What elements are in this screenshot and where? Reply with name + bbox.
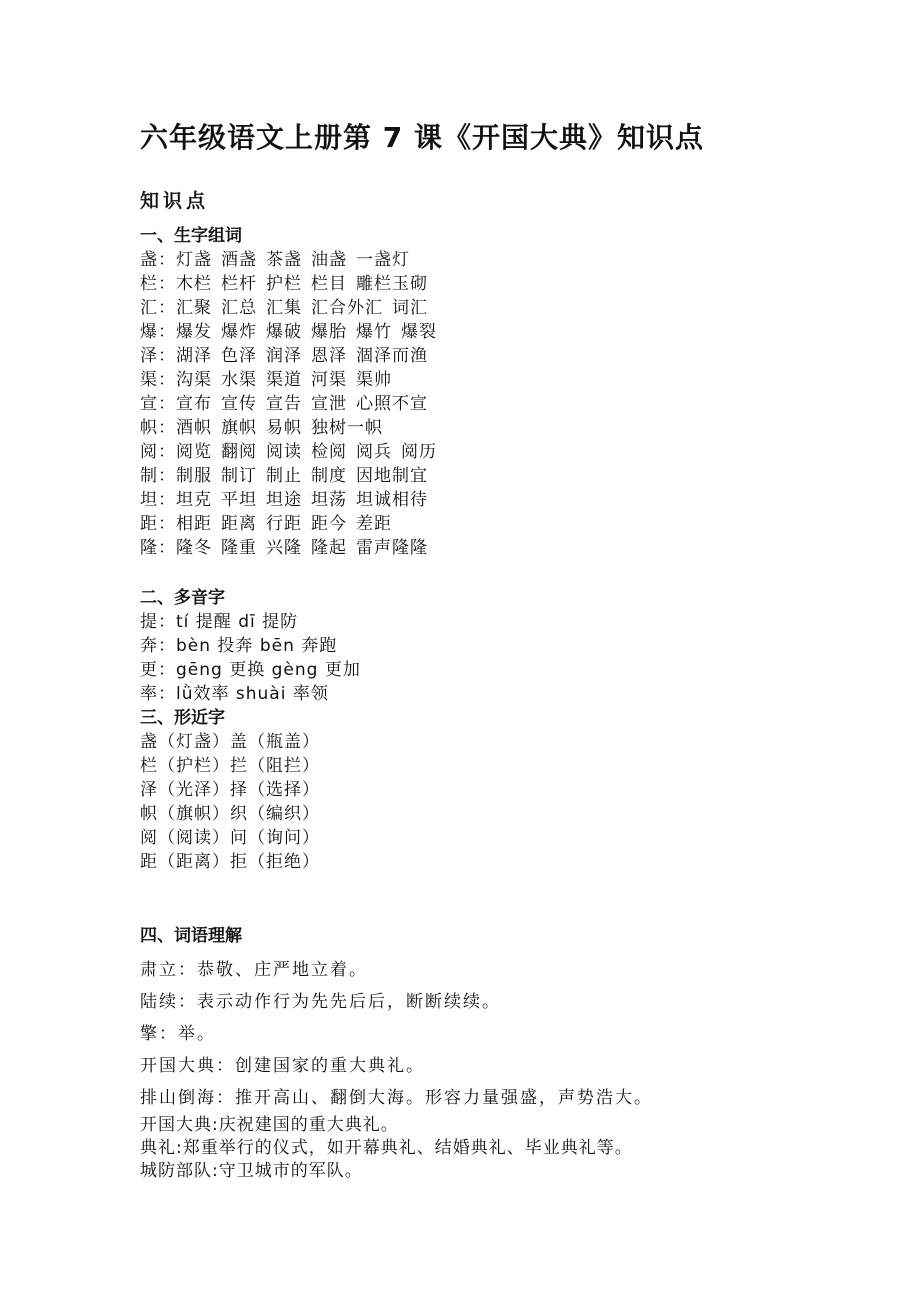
list-item: 栏（护栏）拦（阻拦） — [140, 756, 320, 776]
list-item: 泽（光泽）择（选择） — [140, 780, 320, 800]
vocabulary-word: 雷声隆隆 — [356, 538, 428, 558]
vocabulary-char: 距 — [140, 514, 158, 534]
section-polyphones — [140, 586, 361, 706]
vocabulary-word: 爆破 — [266, 322, 302, 342]
vocabulary-word: 相距 — [176, 514, 212, 534]
vocabulary-word: 隆重 — [221, 538, 257, 558]
vocabulary-word: 平坦 — [221, 490, 257, 510]
definition-item: 排山倒海：推开高山、翻倒大海。形容力量强盛，声势浩大。 — [140, 1088, 653, 1108]
vocabulary-word: 制止 — [266, 466, 302, 486]
vocabulary-word: 坦克 — [176, 490, 212, 510]
similar-chars-list — [140, 730, 320, 874]
vocabulary-word: 行距 — [266, 514, 302, 534]
vocabulary-row — [140, 320, 446, 344]
vocabulary-char: 帜 — [140, 418, 158, 438]
vocabulary-char: 坦 — [140, 490, 158, 510]
vocabulary-word: 坦诚相待 — [356, 490, 428, 510]
colon-separator: ： — [158, 490, 176, 510]
vocabulary-char: 泽 — [140, 346, 158, 366]
section-vocabulary — [140, 224, 446, 560]
vocabulary-word: 一盏灯 — [356, 250, 410, 270]
vocabulary-list — [140, 248, 446, 560]
definition-item: 开国大典：创建国家的重大典礼。 — [140, 1056, 425, 1076]
vocabulary-row — [140, 512, 446, 536]
section-heading-word-meanings: 四、词语理解 — [140, 926, 242, 946]
colon-separator: ： — [158, 370, 176, 390]
vocabulary-word: 爆炸 — [221, 322, 257, 342]
page-title: 六年级语文上册第 7 课《开国大典》知识点 — [140, 121, 704, 154]
vocabulary-word: 独树一帜 — [311, 418, 383, 438]
vocabulary-word: 爆竹 — [356, 322, 392, 342]
vocabulary-word: 距离 — [221, 514, 257, 534]
vocabulary-word: 隆冬 — [176, 538, 212, 558]
vocabulary-word: 栏杆 — [221, 274, 257, 294]
colon-separator: ： — [158, 442, 176, 462]
section-word-meanings — [140, 924, 653, 1183]
polyphone-list — [140, 610, 361, 706]
vocabulary-word: 灯盏 — [176, 250, 212, 270]
vocabulary-row — [140, 272, 446, 296]
vocabulary-row — [140, 344, 446, 368]
vocabulary-word: 河渠 — [311, 370, 347, 390]
vocabulary-char: 爆 — [140, 322, 158, 342]
colon-separator: ： — [158, 514, 176, 534]
vocabulary-word: 水渠 — [221, 370, 257, 390]
vocabulary-word: 因地制宜 — [356, 466, 428, 486]
vocabulary-word: 制服 — [176, 466, 212, 486]
vocabulary-word: 旗帜 — [221, 418, 257, 438]
vocabulary-word: 距今 — [311, 514, 347, 534]
definitions-list-b — [140, 1114, 653, 1183]
vocabulary-word: 易帜 — [266, 418, 302, 438]
vocabulary-row — [140, 488, 446, 512]
definition-item: 城防部队:守卫城市的军队。 — [140, 1161, 363, 1181]
vocabulary-word: 涸泽而渔 — [356, 346, 428, 366]
list-item: 提：tí 提醒 dī 提防 — [140, 612, 299, 632]
section-heading-vocabulary: 一、生字组词 — [140, 226, 242, 246]
vocabulary-word: 阅历 — [401, 442, 437, 462]
list-item: 距（距离）拒（拒绝） — [140, 852, 320, 872]
vocabulary-char: 宣 — [140, 394, 158, 414]
vocabulary-word: 湖泽 — [176, 346, 212, 366]
vocabulary-word: 坦途 — [266, 490, 302, 510]
vocabulary-word: 酒盏 — [221, 250, 257, 270]
vocabulary-row — [140, 392, 446, 416]
definition-item: 典礼:郑重举行的仪式，如开幕典礼、结婚典礼、毕业典礼等。 — [140, 1138, 633, 1158]
definition-item: 陆续：表示动作行为先先后后，断断续续。 — [140, 992, 501, 1012]
vocabulary-word: 心照不宣 — [356, 394, 428, 414]
vocabulary-word: 翻阅 — [221, 442, 257, 462]
vocabulary-row — [140, 440, 446, 464]
vocabulary-word: 沟渠 — [176, 370, 212, 390]
list-item: 盏（灯盏）盖（瓶盖） — [140, 732, 320, 752]
colon-separator: ： — [158, 418, 176, 438]
colon-separator: ： — [158, 274, 176, 294]
vocabulary-word: 木栏 — [176, 274, 212, 294]
vocabulary-word: 阅读 — [266, 442, 302, 462]
definition-item: 肃立：恭敬、庄严地立着。 — [140, 960, 368, 980]
vocabulary-row — [140, 296, 446, 320]
vocabulary-word: 阅兵 — [356, 442, 392, 462]
vocabulary-word: 雕栏玉砌 — [356, 274, 428, 294]
vocabulary-char: 汇 — [140, 298, 158, 318]
vocabulary-word: 阅览 — [176, 442, 212, 462]
colon-separator: ： — [158, 322, 176, 342]
list-item: 阅（阅读）问（询问） — [140, 828, 320, 848]
vocabulary-word: 隆起 — [311, 538, 347, 558]
vocabulary-word: 宣告 — [266, 394, 302, 414]
vocabulary-word: 恩泽 — [311, 346, 347, 366]
vocabulary-word: 渠道 — [266, 370, 302, 390]
vocabulary-char: 盏 — [140, 250, 158, 270]
vocabulary-row — [140, 416, 446, 440]
definition-item: 擎：举。 — [140, 1024, 216, 1044]
vocabulary-word: 爆胎 — [311, 322, 347, 342]
vocabulary-char: 制 — [140, 466, 158, 486]
vocabulary-word: 宣传 — [221, 394, 257, 414]
colon-separator: ： — [158, 298, 176, 318]
definition-item: 开国大典:庆祝建国的重大典礼。 — [140, 1115, 399, 1135]
colon-separator: ： — [158, 346, 176, 366]
colon-separator: ： — [158, 466, 176, 486]
vocabulary-row — [140, 368, 446, 392]
section-heading-polyphones: 二、多音字 — [140, 588, 225, 608]
list-item: 率：lǜ效率 shuài 率领 — [140, 684, 329, 704]
vocabulary-word: 兴隆 — [266, 538, 302, 558]
vocabulary-char: 渠 — [140, 370, 158, 390]
vocabulary-word: 爆裂 — [401, 322, 437, 342]
vocabulary-char: 隆 — [140, 538, 158, 558]
colon-separator: ： — [158, 250, 176, 270]
vocabulary-word: 色泽 — [221, 346, 257, 366]
vocabulary-word: 润泽 — [266, 346, 302, 366]
list-item: 更：gēng 更换 gèng 更加 — [140, 660, 361, 680]
vocabulary-word: 汇总 — [221, 298, 257, 318]
vocabulary-word: 油盏 — [311, 250, 347, 270]
vocabulary-row — [140, 536, 446, 560]
vocabulary-row — [140, 248, 446, 272]
vocabulary-word: 爆发 — [176, 322, 212, 342]
colon-separator: ： — [158, 394, 176, 414]
vocabulary-word: 宣泄 — [311, 394, 347, 414]
vocabulary-word: 检阅 — [311, 442, 347, 462]
vocabulary-word: 坦荡 — [311, 490, 347, 510]
vocabulary-word: 渠帅 — [356, 370, 392, 390]
page-subtitle: 知识点 — [140, 190, 210, 212]
vocabulary-word: 汇集 — [266, 298, 302, 318]
list-item: 奔：bèn 投奔 bēn 奔跑 — [140, 636, 338, 656]
section-similar-chars — [140, 706, 320, 874]
vocabulary-word: 酒帜 — [176, 418, 212, 438]
vocabulary-word: 栏目 — [311, 274, 347, 294]
vocabulary-char: 栏 — [140, 274, 158, 294]
vocabulary-word: 制度 — [311, 466, 347, 486]
vocabulary-word: 汇合外汇 — [311, 298, 383, 318]
definitions-list-a — [140, 954, 653, 1114]
vocabulary-word: 茶盏 — [266, 250, 302, 270]
vocabulary-word: 制订 — [221, 466, 257, 486]
vocabulary-word: 汇聚 — [176, 298, 212, 318]
list-item: 帜（旗帜）织（编织） — [140, 804, 320, 824]
vocabulary-word: 护栏 — [266, 274, 302, 294]
vocabulary-char: 阅 — [140, 442, 158, 462]
vocabulary-word: 宣布 — [176, 394, 212, 414]
colon-separator: ： — [158, 538, 176, 558]
vocabulary-word: 差距 — [356, 514, 392, 534]
vocabulary-word: 词汇 — [392, 298, 428, 318]
vocabulary-row — [140, 464, 446, 488]
section-heading-similar-chars: 三、形近字 — [140, 708, 225, 728]
